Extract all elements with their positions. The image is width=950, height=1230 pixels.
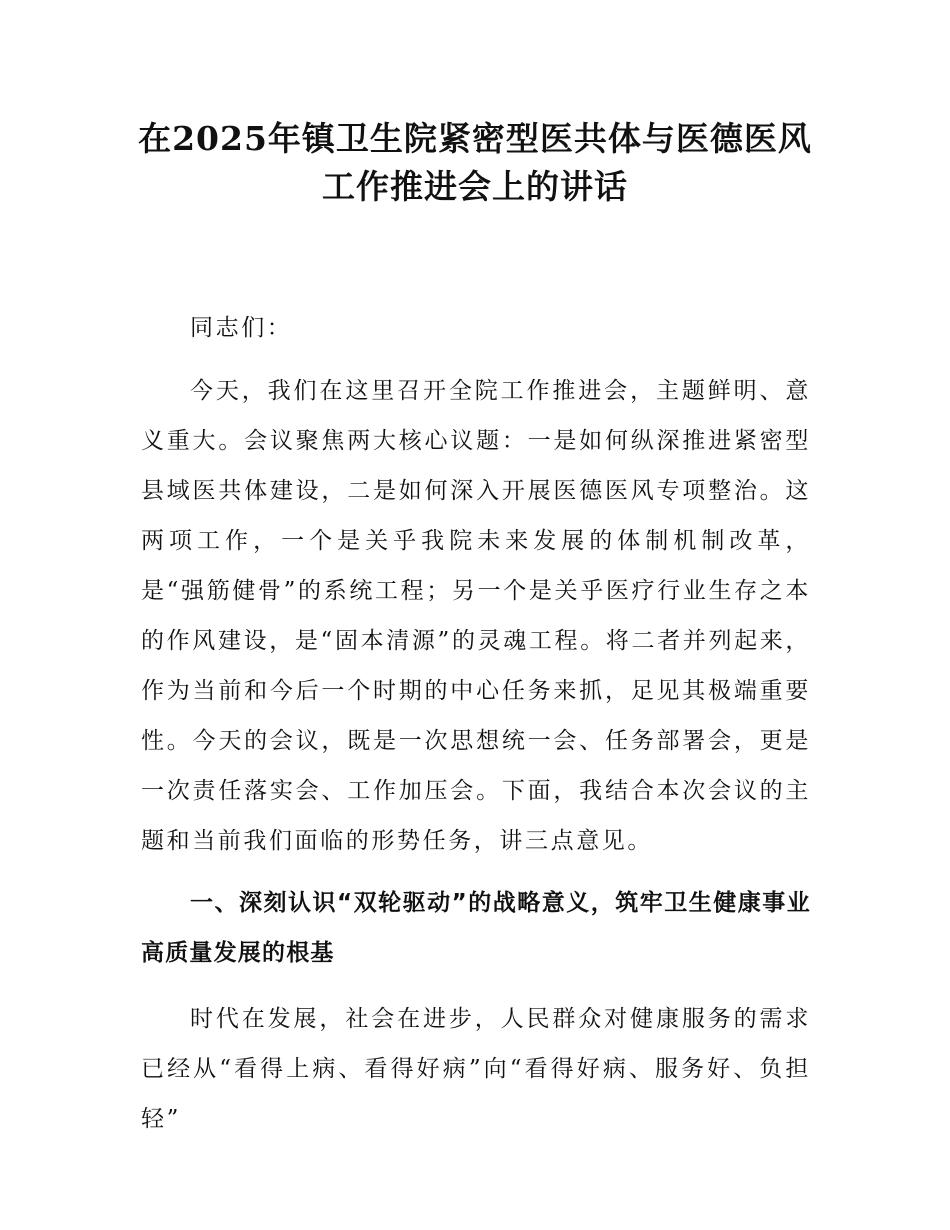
paragraph-section-1: 时代在发展，社会在进步，人民群众对健康服务的需求已经从“看得上病、看得好病”向“看得好病、服务好、负担轻” [141,1006,811,1132]
paragraph-intro: 今天，我们在这里召开全院工作推进会，主题鲜明、意义重大。会议聚焦两大核心议题：一是如何纵深推进紧密型县域医共体建设，二是如何深入开展医德医风专项整治。这两项工作，一个是关乎我院未来发展的体制机制改革，是“强筋健骨”的系统工程；另一个是关乎医疗行业生存之本的作风建设，是“固本清源”的灵魂工程。将二者并列起来，作为当前和今后一个时期的中心任务来抓，足见其极端重要性。今天的会议，既是一次思想统一会、任务部署会，更是一次责任落实会、工作加压会。下面，我结合本次会议的主题和当前我们面临的形势任务，讲三点意见。 [141,378,811,854]
document-title-line-1: 在2025年镇卫生院紧密型医共体与医德医风 [138,119,812,158]
document-title-line-2: 工作推进会上的讲话 [322,167,628,206]
section-heading-1: 一、深刻认识“双轮驱动”的战略意义，筑牢卫生健康事业高质量发展的根基 [141,890,811,966]
salutation: 同志们： [190,315,293,341]
